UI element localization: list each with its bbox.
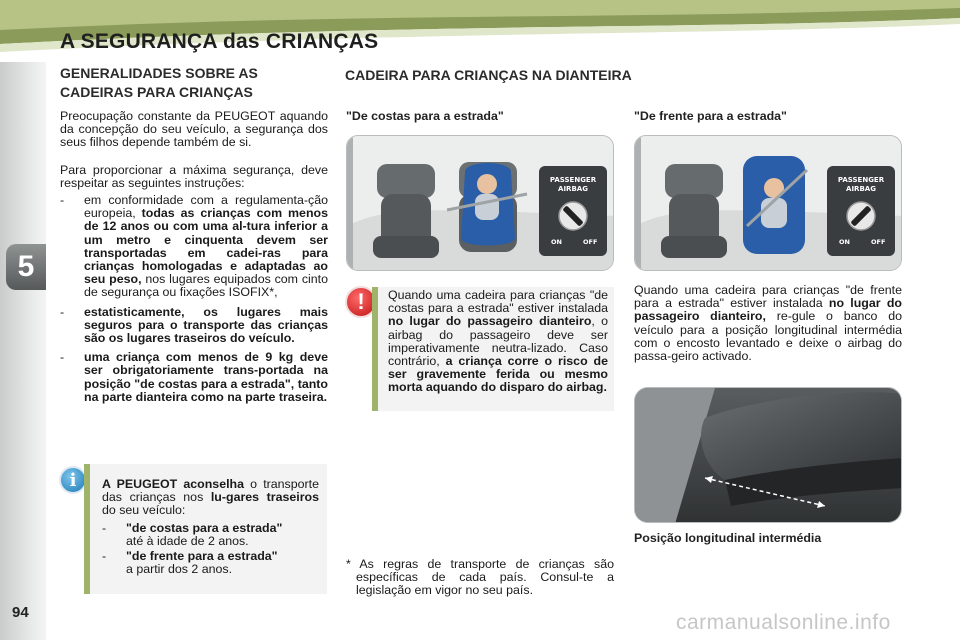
svg-text:AIRBAG: AIRBAG	[558, 185, 588, 193]
page-title: A SEGURANÇA das CRIANÇAS	[60, 30, 379, 53]
page-number: 94	[12, 604, 29, 621]
svg-text:OFF: OFF	[871, 238, 886, 246]
intro-paragraph: Preocupação constante da PEUGEOT aquando da concepção do seu veículo, a segurança dos seus filhos depende também de si.	[60, 109, 328, 150]
instructions-paragraph: Para proporcionar a máxima segurança, deve respeitar as seguintes instruções:	[60, 162, 328, 190]
child-seat-forward-facing-icon	[743, 156, 807, 254]
forward-facing-text: Quando uma cadeira para crianças "de frente para a estrada" estiver instalada no lugar do passageiro dianteiro, re-gule o banco do veículo para a posição longitudinal intermédia com o encosto levantado e deixe o airbag do passa-geiro activado.	[634, 283, 902, 364]
driver-seat-icon	[373, 164, 439, 258]
forward-facing-title: "De frente para a estrada"	[634, 109, 787, 123]
seat-position-caption: Posição longitudinal intermédia	[634, 531, 822, 545]
list-item: - "de frente para a estrada" a partir dos 2 anos.	[102, 550, 319, 576]
footnote: * As regras de transporte de crianças são específicas de cada país. Consul-te a legislação em vigor no seu país.	[346, 557, 614, 598]
info-icon: i	[59, 466, 87, 494]
svg-text:PASSENGER: PASSENGER	[549, 176, 597, 184]
rear-facing-illustration	[346, 135, 614, 271]
airbag-switch-panel	[539, 166, 607, 256]
svg-text:OFF: OFF	[583, 238, 598, 246]
section-heading-front-seat: CADEIRA PARA CRIANÇAS NA DIANTEIRA	[345, 67, 632, 83]
svg-text:PASSENGER: PASSENGER	[837, 176, 885, 184]
info-lead: A PEUGEOT aconselha o transporte das crianças nos lu-gares traseiros do seu veículo:	[102, 477, 319, 518]
info-box	[84, 464, 327, 594]
svg-text:ON: ON	[839, 238, 850, 246]
airbag-switch-panel	[827, 166, 895, 256]
seat-position-photo	[634, 387, 902, 523]
side-strip	[0, 62, 46, 640]
driver-seat-icon	[661, 164, 727, 258]
list-item: - uma criança com menos de 9 kg deve ser obrigatoriamente trans-portada na posição "de costas para a estrada", tanto na parte dianteira como na parte traseira.	[60, 351, 328, 404]
section-heading-generalities: GENERALIDADES SOBRE AS CADEIRAS PARA CRIANÇAS	[60, 65, 258, 100]
chapter-tab: 5	[6, 244, 46, 290]
list-item: - em conformidade com a regulamenta-ção europeia, todas as crianças com menos de 12 anos ou com uma al-tura inferior a um metro e cinquenta devem ser transportadas em cadei-ras para crianças homologadas e adaptadas ao seu peso, nos lugares equipados com cinto de segurança ou fixações ISOFIX*,	[60, 194, 328, 300]
warning-box	[372, 287, 614, 411]
forward-facing-illustration	[634, 135, 902, 271]
left-column	[60, 110, 328, 410]
instructions-list	[60, 194, 328, 404]
rear-facing-title: "De costas para a estrada"	[346, 109, 504, 123]
svg-text:AIRBAG: AIRBAG	[846, 185, 876, 193]
svg-text:ON: ON	[551, 238, 562, 246]
list-item: - "de costas para a estrada" até à idade de 2 anos.	[102, 522, 319, 548]
warning-text: Quando uma cadeira para crianças "de costas para a estrada" estiver instalada no lugar do passageiro dianteiro, o airbag do passageiro deve ser imperativamente neutra-lizado. Caso contrário, a criança corre o risco de ser gravemente ferida ou mesmo morta aquando do disparo do airbag.	[388, 288, 609, 395]
info-list	[102, 522, 319, 577]
warning-icon: !	[345, 286, 377, 318]
watermark: carmanualsonline.info	[676, 611, 891, 634]
list-item: - estatisticamente, os lugares mais seguros para o transporte das crianças são os lugares traseiros do veículo.	[60, 306, 328, 346]
